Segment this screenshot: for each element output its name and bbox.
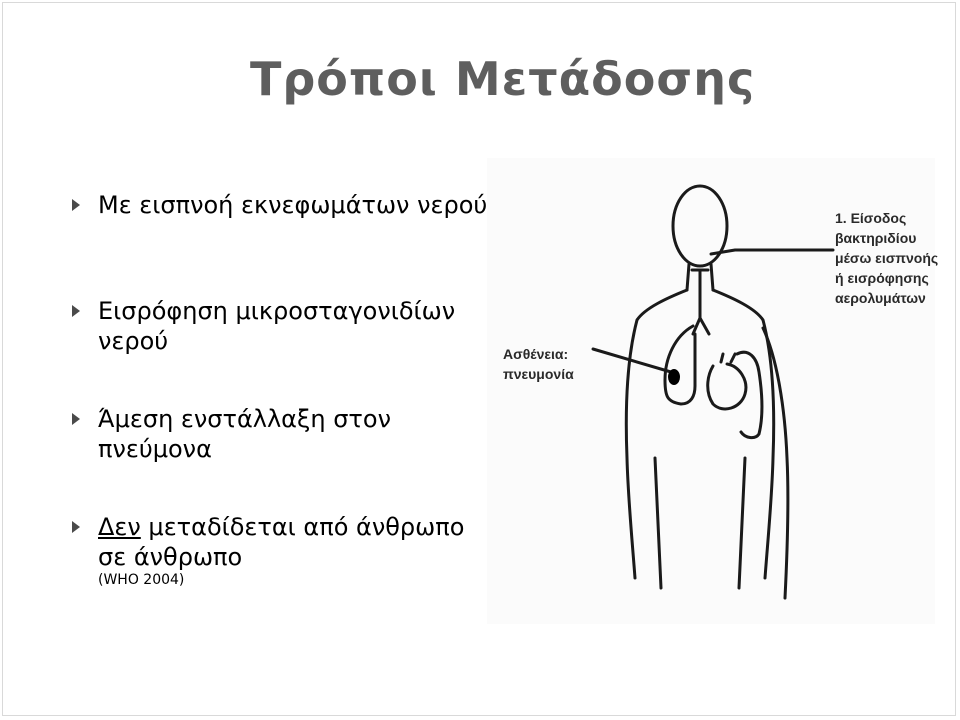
bullet-item-inhalation	[70, 190, 490, 220]
bullet-text	[98, 512, 490, 572]
trachea-outline	[693, 270, 709, 334]
bullet-text: Εισρόφηση μικροσταγονιδίων νερού	[98, 297, 456, 355]
bullet-text-rest: μεταδίδεται από άνθρωπο σε άνθρωπο	[98, 513, 465, 571]
label-line: αερολυμάτων	[835, 290, 926, 306]
bullet-arrow-icon	[72, 521, 80, 533]
label-bacteria-entry	[835, 208, 938, 308]
slide-title: Τρόποι Μετάδοσης	[250, 52, 756, 106]
bullet-underlined-word: Δεν	[98, 513, 141, 541]
bullet-item-instillation	[70, 404, 490, 464]
bullet-item-no-human-transmission	[70, 512, 490, 588]
heart-outline	[708, 354, 746, 409]
bullet-arrow-icon	[72, 305, 80, 317]
left-lung-outline	[665, 326, 695, 404]
waist-outline	[655, 458, 745, 588]
infection-spot-icon	[668, 369, 680, 385]
pointer-line-entry	[711, 250, 833, 254]
label-line: βακτηριδίου	[835, 230, 917, 246]
label-line: ή εισρόφησης	[835, 270, 929, 286]
right-lung-outline	[737, 352, 762, 437]
bullet-arrow-icon	[72, 413, 80, 425]
body-diagram-figure	[487, 158, 939, 624]
label-line: μέσω εισπνοής	[835, 250, 939, 266]
label-line: Ασθένεια:	[503, 346, 569, 362]
label-line: 1. Είσοδος	[835, 210, 907, 226]
bullet-arrow-icon	[72, 199, 80, 211]
label-line: πνευμονία	[503, 366, 574, 382]
label-disease	[503, 344, 574, 384]
bullet-text: Άμεση ενστάλλαξη στον πνεύμονα	[98, 405, 391, 463]
bullet-text: Με εισπνοή εκνεφωμάτων νερού	[98, 191, 488, 219]
torso-outline	[626, 290, 687, 578]
bullet-item-aspiration	[70, 296, 490, 356]
citation: (WHO 2004)	[98, 572, 185, 588]
